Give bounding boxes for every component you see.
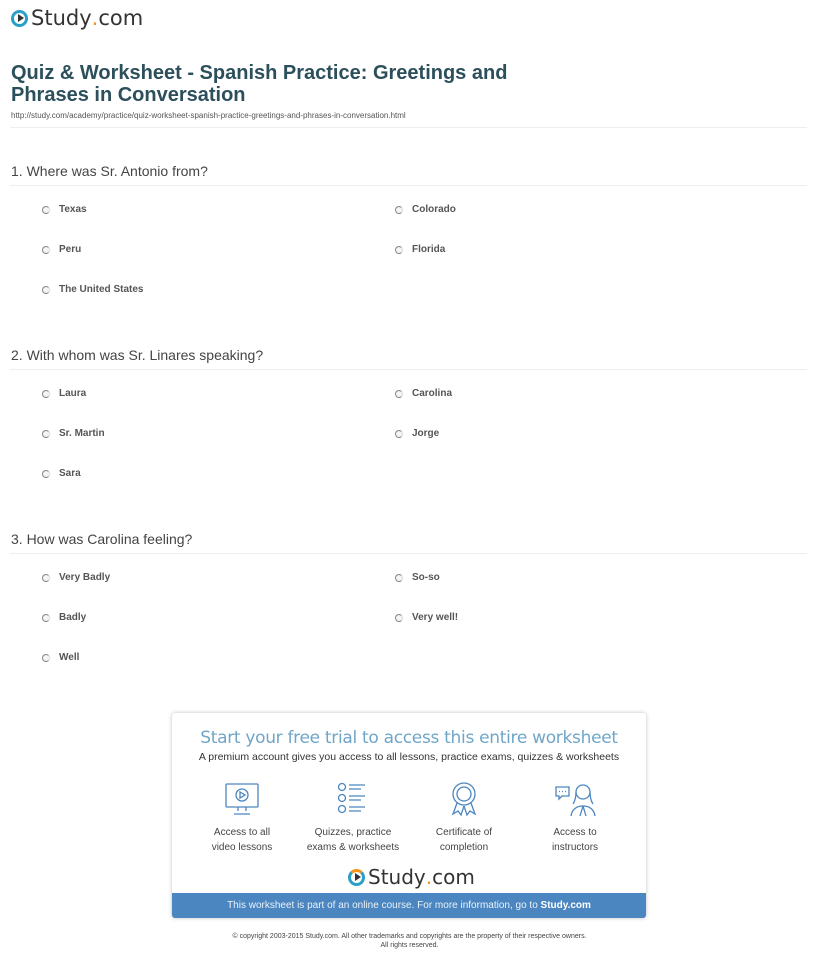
logo-dot: . bbox=[91, 6, 99, 30]
play-logo-icon bbox=[11, 10, 28, 27]
radio-button[interactable] bbox=[395, 246, 403, 254]
answer-label: Colorado bbox=[412, 204, 456, 215]
answer-label: Very well! bbox=[412, 612, 459, 623]
answer-option[interactable] bbox=[395, 428, 439, 439]
radio-button[interactable] bbox=[42, 654, 50, 662]
answer-label: Peru bbox=[59, 244, 82, 255]
radio-button[interactable] bbox=[395, 206, 403, 214]
logo-tld: com bbox=[432, 865, 475, 889]
course-info-bar bbox=[172, 893, 646, 918]
logo-text: Study bbox=[368, 865, 426, 889]
copyright-footer bbox=[0, 932, 819, 950]
radio-button[interactable] bbox=[42, 246, 50, 254]
answer-option[interactable] bbox=[42, 284, 143, 295]
radio-button[interactable] bbox=[42, 430, 50, 438]
logo-text: Study bbox=[31, 6, 92, 30]
play-logo-icon bbox=[348, 869, 365, 886]
answer-label: Sr. Martin bbox=[59, 428, 105, 439]
page-url[interactable]: http://study.com/academy/practice/quiz-worksheet-spanish-practice-greetings-and-phrases-in-conversation.html bbox=[11, 111, 406, 120]
radio-button[interactable] bbox=[42, 390, 50, 398]
feature-quizzes bbox=[293, 781, 413, 855]
answer-option[interactable] bbox=[42, 388, 86, 399]
free-trial-promo bbox=[172, 713, 646, 918]
question-text: 1. Where was Sr. Antonio from? bbox=[11, 163, 208, 179]
question-text: 3. How was Carolina feeling? bbox=[11, 531, 193, 547]
feature-label: Quizzes, practice bbox=[314, 827, 392, 838]
course-info-text: This worksheet is part of an online course. For more information, go to bbox=[227, 900, 541, 911]
answer-option[interactable] bbox=[395, 388, 452, 399]
radio-button[interactable] bbox=[395, 574, 403, 582]
feature-label: completion bbox=[439, 842, 489, 853]
answer-label: The United States bbox=[59, 284, 144, 295]
radio-button[interactable] bbox=[42, 206, 50, 214]
feature-label: Access to bbox=[553, 827, 597, 838]
feature-instructors bbox=[515, 781, 635, 855]
promo-heading: Start your free trial to access this entire worksheet bbox=[200, 728, 618, 748]
answer-option[interactable] bbox=[42, 652, 79, 663]
logo-tld: com bbox=[98, 6, 144, 30]
promo-study-logo[interactable] bbox=[348, 865, 475, 889]
video-monitor-icon bbox=[224, 781, 260, 817]
radio-button[interactable] bbox=[42, 574, 50, 582]
answer-label: Florida bbox=[412, 244, 446, 255]
question-text: 2. With whom was Sr. Linares speaking? bbox=[11, 347, 264, 363]
answer-option[interactable] bbox=[395, 244, 445, 255]
answer-option[interactable] bbox=[42, 428, 105, 439]
answer-option[interactable] bbox=[395, 612, 458, 623]
copyright-text: © copyright 2003-2015 Study.com. All other trademarks and copyrights are the property of their respective owners. bbox=[232, 933, 587, 940]
answer-label: Sara bbox=[59, 468, 81, 479]
feature-label: video lessons bbox=[211, 842, 273, 853]
answer-option[interactable] bbox=[42, 612, 86, 623]
checklist-icon bbox=[335, 781, 371, 817]
certificate-ribbon-icon bbox=[446, 781, 482, 817]
promo-subheading: A premium account gives you access to all lessons, practice exams, quizzes & worksheets bbox=[198, 751, 620, 763]
feature-label: Certificate of bbox=[435, 827, 493, 838]
radio-button[interactable] bbox=[395, 390, 403, 398]
answer-label: Very Badly bbox=[59, 572, 111, 583]
feature-certificate bbox=[404, 781, 524, 855]
study-logo[interactable] bbox=[11, 6, 143, 30]
page-title: Quiz & Worksheet - Spanish Practice: Greetings and Phrases in Conversation bbox=[11, 62, 508, 106]
feature-label: Access to all bbox=[213, 827, 271, 838]
answer-option[interactable] bbox=[42, 244, 81, 255]
feature-label: instructors bbox=[551, 842, 599, 853]
answer-option[interactable] bbox=[42, 204, 87, 215]
divider bbox=[10, 185, 807, 186]
answer-label: Jorge bbox=[412, 428, 440, 439]
instructor-chat-icon bbox=[554, 781, 596, 817]
answer-label: Texas bbox=[59, 204, 87, 215]
radio-button[interactable] bbox=[42, 470, 50, 478]
divider bbox=[10, 553, 807, 554]
study-link[interactable]: Study.com bbox=[540, 900, 591, 911]
logo-dot: . bbox=[425, 865, 433, 889]
answer-option[interactable] bbox=[42, 572, 110, 583]
answer-label: Carolina bbox=[412, 388, 453, 399]
answer-option[interactable] bbox=[42, 468, 81, 479]
answer-label: Laura bbox=[59, 388, 87, 399]
answer-option[interactable] bbox=[395, 572, 440, 583]
radio-button[interactable] bbox=[42, 286, 50, 294]
radio-button[interactable] bbox=[395, 430, 403, 438]
feature-label: exams & worksheets bbox=[306, 842, 400, 853]
radio-button[interactable] bbox=[395, 614, 403, 622]
feature-video-lessons bbox=[182, 781, 302, 855]
answer-option[interactable] bbox=[395, 204, 456, 215]
answer-label: Badly bbox=[59, 612, 87, 623]
radio-button[interactable] bbox=[42, 614, 50, 622]
divider bbox=[10, 127, 807, 128]
answer-label: Well bbox=[59, 652, 80, 663]
rights-text: All rights reserved. bbox=[380, 942, 439, 949]
answer-label: So-so bbox=[412, 572, 440, 583]
divider bbox=[10, 369, 807, 370]
